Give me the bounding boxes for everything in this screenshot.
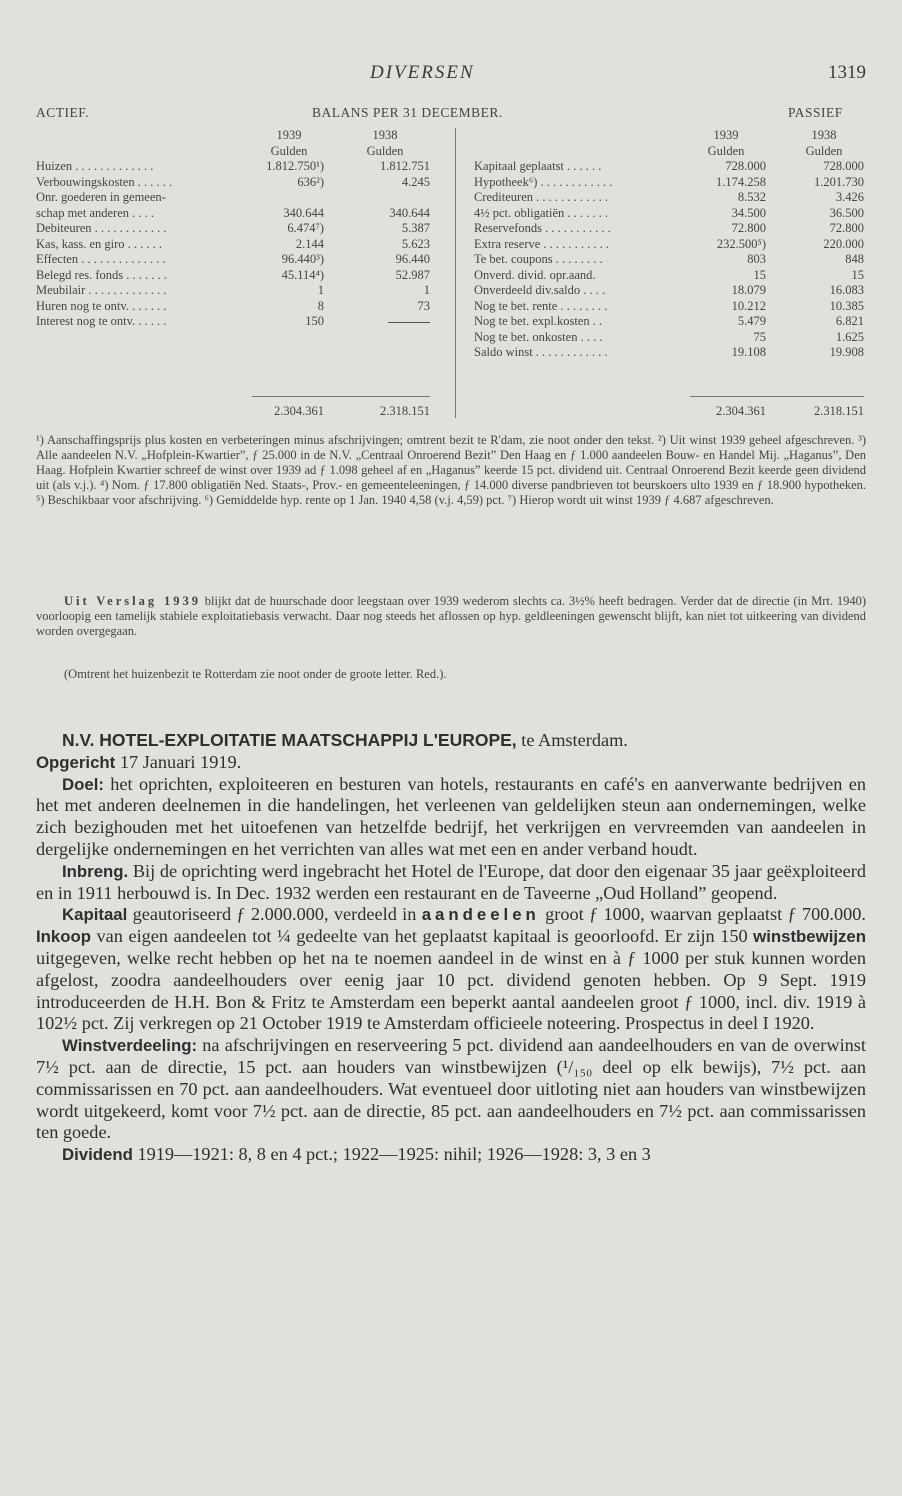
actief-value-1938: 73: [417, 298, 430, 313]
doel-text: het oprichten, exploiteeren en besturen van hotels, restaurants en café's en aanverwante bedrijven en het met anderen deelnemen in die handelingen, het verleenen van geldelijken steun aan ondernemingen, welke zich bezighouden met het uitoefenen van hetzelfde bedrijf, het verkrijgen en vervreemden van aandeelen in dergelijke ondernemingen en het verrichten van alles wat met een en ander verband houdt.: [36, 773, 866, 859]
aandeelen-word: aandeelen: [421, 905, 540, 925]
verslag-lead: Uit Verslag 1939: [64, 594, 201, 608]
actief-value-1938: 1.812.751: [380, 159, 430, 173]
actief-row: [36, 175, 436, 191]
company-entry: [36, 730, 866, 1166]
actief-total-row: [36, 404, 436, 420]
passief-value-1939: 5.479: [737, 314, 766, 328]
passief-value-1938: 220.000: [823, 236, 864, 251]
passief-value-1939: 75: [753, 329, 766, 344]
passief-value-1938: 19.908: [829, 345, 864, 359]
passief-value-1939: 34.500: [731, 205, 766, 220]
company-name: N.V. HOTEL-EXPLOITATIE MAATSCHAPPIJ L'EUROPE,: [62, 730, 517, 750]
passief-row: [474, 221, 864, 237]
dividend-label: Dividend: [62, 1145, 133, 1165]
editor-note: (Omtrent het huizenbezit te Rotterdam zie noot onder de groote letter. Red.).: [64, 667, 447, 681]
actief-year-header: [36, 128, 436, 144]
winstverdeeling-text: na afschrijvingen en reserveering 5 pct. dividend aan aandeelhouders en van de overwinst 7½ pct. aan de directie, 15 pct. aan houders van winstbewijzen (¹/₁₅₀ deel op elk bewijs), 7½ pct. aan commissarissen en 70 pct. aan aandeelhouders. Wat eventueel door uitloting niet aan houders van winstbewijzen wordt uitgekeerd, komt voor 7½ pct. aan de directie, 85 pct. aan aandeelhouders en 7½ pct. aan commissarissen ten goede.: [36, 1035, 866, 1143]
actief-label: Belegd res. fonds . . . . . . .: [36, 267, 167, 282]
actief-row: [36, 221, 436, 237]
passief-value-1939: 1.174.258: [716, 174, 766, 189]
passief-row: [474, 283, 864, 299]
passief-year-1939: 1939: [713, 128, 739, 142]
actief-unit-1939: Gulden: [270, 143, 308, 158]
actief-total-rule: [252, 396, 430, 397]
passief-label: Reservefonds . . . . . . . . . . .: [474, 221, 611, 235]
actief-value-1938: 5.623: [401, 236, 430, 251]
actief-row: [36, 252, 436, 268]
footnotes-text: ¹) Aanschaffingsprijs plus kosten en verbeteringen minus afschrijvingen; omtrent bezit te R'dam, zie noot onder den tekst. ²) Uit winst 1939 geheel afgeschreven. ³) Alle aandeelen N.V. „Hofplein-Kwartier”, ƒ 25.000 in de N.V. „Centraal Onroerend Bezit” Den Haag en ƒ 1.000 aandeelen Bouw- en Handel Mij. „Haganus”, Den Haag. Hofplein Kwartier schreef de winst over 1939 ad ƒ 1.098 geheel af en „Haganus” keerde 15 pct. dividend uit. Centraal Onroerend Bezit keerde geen dividend uit (als v.j.). ⁴) Nom. ƒ 17.800 obligatiën Ned. Staats-, Prov.- en gemeenteleeningen, ƒ 14.000 diverse pandbrieven tot beurskoers ulto 1939 en ƒ 18.900 hypotheken. ⁵) Beschikbaar voor afschrijving. ⁶) Gemiddelde hyp. rente op 1 Jan. 1940 4,58 (v.j. 4,59) pct. ⁷) Hierop wordt uit winst 1939 ƒ 4.687 afgeschreven.: [36, 433, 866, 507]
passief-label: Te bet. coupons . . . . . . . .: [474, 252, 603, 266]
passief-label: 4½ pct. obligatiën . . . . . . .: [474, 205, 609, 220]
actief-unit-header: [36, 144, 436, 160]
page-number: 1319: [828, 62, 866, 83]
passief-label: Saldo winst . . . . . . . . . . . .: [474, 345, 608, 359]
passief-value-1939: 15: [753, 267, 766, 282]
inbreng-label: Inbreng.: [62, 861, 129, 881]
passief-total-1939: 2.304.361: [716, 404, 766, 418]
actief-value-1939: 2.144: [295, 236, 324, 251]
passief-value-1938: 1.201.730: [814, 174, 864, 189]
actief-label: Effecten . . . . . . . . . . . . . .: [36, 252, 166, 266]
passief-value-1938: 3.426: [835, 190, 864, 204]
passief-row: [474, 237, 864, 253]
passief-unit-1938: Gulden: [805, 143, 843, 158]
winstbewijzen-word: winstbewijzen: [753, 927, 866, 947]
actief-value-1939: 8: [317, 298, 324, 313]
actief-unit-1938: Gulden: [366, 143, 404, 158]
kapitaal-label: Kapitaal: [62, 905, 128, 925]
kapitaal-text-2: groot ƒ 1000, waarvan geplaatst ƒ 700.000.: [539, 904, 866, 925]
actief-label: Interest nog te ontv. . . . . .: [36, 314, 167, 328]
passief-row: [474, 299, 864, 315]
passief-value-1939: 728.000: [725, 159, 766, 173]
passief-year-1938: 1938: [811, 128, 837, 142]
passief-value-1938: 15: [851, 267, 864, 282]
actief-value-1938: 4.245: [401, 174, 430, 189]
passief-label: Onverd. divid. opr.aand.: [474, 267, 596, 282]
passief-label: Kapitaal geplaatst . . . . . .: [474, 159, 602, 173]
kapitaal-text-3: van eigen aandeelen tot ¼ gedeelte van het geplaatst kapitaal is geoorloofd. Er zijn 150: [91, 926, 754, 947]
balance-divider: [455, 128, 456, 418]
passief-table: [474, 128, 864, 361]
actief-label: Meubilair . . . . . . . . . . . . .: [36, 283, 167, 297]
passief-caption: PASSIEF: [788, 105, 843, 120]
actief-row: [36, 299, 436, 315]
passief-unit-header: [474, 144, 864, 160]
actief-value-1939: 150: [305, 314, 324, 328]
passief-value-1939: 10.212: [731, 298, 766, 313]
actief-label: Debiteuren . . . . . . . . . . . .: [36, 221, 167, 235]
actief-value-1939: 45.114⁴): [281, 267, 324, 282]
passief-value-1939: 18.079: [731, 283, 766, 297]
actief-value-1939: 1.812.750¹): [266, 159, 324, 173]
actief-row: [36, 206, 436, 222]
dividend-text: 1919—1921: 8, 8 en 4 pct.; 1922—1925: nihil; 1926—1928: 3, 3 en 3: [132, 1144, 651, 1165]
actief-label: Verbouwingskosten . . . . . .: [36, 174, 173, 189]
passief-row: [474, 268, 864, 284]
passief-year-header: [474, 128, 864, 144]
opgericht-label: Opgericht: [36, 752, 116, 772]
passief-unit-1939: Gulden: [707, 143, 745, 158]
passief-value-1938: 10.385: [829, 298, 864, 313]
empty-value-dash: [388, 322, 430, 323]
passief-value-1938: 72.800: [829, 221, 864, 235]
actief-label: Onr. goederen in gemeen-: [36, 190, 166, 204]
actief-value-1939: 340.644: [283, 205, 324, 220]
kapitaal-text-4: uitgegeven, welke recht hebben op het na te noemen aandeel in de winst en à ƒ 1000 per stuk kunnen worden afgelost, zoodra aandeelhouders over eenig jaar 10 pct. dividend genoten hebben. Op 9 Sept. 1919 introduceerden de H.H. Bon & Fritz te Amsterdam een beperkt aantal aandeelen groot ƒ 1000, incl. div. 1919 à 102½ pct. Zij verkregen op 21 October 1919 te Amsterdam officieele noteering. Prospectus in deel I 1920.: [36, 947, 866, 1034]
inkoop-label: Inkoop: [36, 927, 91, 947]
passief-total-rule: [690, 396, 864, 397]
passief-value-1938: 1.625: [835, 329, 864, 344]
actief-value-1938: 5.387: [401, 221, 430, 235]
passief-total-row: [474, 404, 864, 420]
passief-row: [474, 252, 864, 268]
actief-value-1938: 96.440: [395, 252, 430, 266]
verslag-text: blijkt dat de huurschade door leegstaan over 1939 wederom slechts ca. 3½% heeft bedragen. Verder dat de directie (in Mrt. 1940) voorloopig een tamelijk stabiele exploitatiebasis verwacht. Daar nog steeds het aflossen op hyp. geldleeningen gewenscht blijft, kan niet tot uitkeering van dividend worden overgegaan.: [36, 594, 867, 638]
actief-total-1939: 2.304.361: [274, 404, 324, 418]
balance-caption: BALANS PER 31 DECEMBER.: [312, 105, 503, 120]
passief-value-1938: 16.083: [829, 283, 864, 297]
passief-row: [474, 190, 864, 206]
balance-footnotes: [36, 433, 866, 508]
actief-row: [36, 314, 436, 330]
passief-label: Extra reserve . . . . . . . . . . .: [474, 236, 610, 251]
passief-value-1939: 8.532: [737, 190, 766, 204]
actief-caption: ACTIEF.: [36, 105, 90, 120]
passief-value-1939: 232.500⁵): [716, 236, 766, 251]
passief-row: [474, 175, 864, 191]
actief-value-1939: 636²): [297, 174, 324, 189]
actief-row: [36, 190, 436, 206]
actief-label: Huren nog te ontv. . . . . . .: [36, 298, 167, 313]
actief-year-1939: 1939: [276, 128, 302, 142]
actief-value-1939: 96.440³): [281, 252, 324, 266]
running-header-title: DIVERSEN: [370, 62, 475, 83]
passief-value-1938: 6.821: [835, 314, 864, 328]
actief-total-1938: 2.318.151: [380, 404, 430, 418]
actief-value-1939: 1: [317, 283, 324, 297]
actief-value-1938: [388, 314, 430, 330]
actief-value-1938: 340.644: [389, 205, 430, 220]
passief-label: Nog te bet. rente . . . . . . . .: [474, 298, 608, 313]
actief-value-1939: 6.474⁷): [287, 221, 324, 235]
passief-row: [474, 159, 864, 175]
actief-row: [36, 159, 436, 175]
passief-value-1939: 72.800: [731, 221, 766, 235]
passief-row: [474, 345, 864, 361]
inbreng-text: Bij de oprichting werd ingebracht het Hotel de l'Europe, dat door den eigenaar 35 jaar geëxploiteerd en in 1911 herbouwd is. In Dec. 1932 werden een restaurant en de Taveerne „Oud Holland” geopend.: [36, 860, 866, 903]
actief-label: Huizen . . . . . . . . . . . . .: [36, 159, 154, 173]
actief-value-1938: 52.987: [395, 267, 430, 282]
passief-row: [474, 206, 864, 222]
passief-label: Nog te bet. expl.kosten . .: [474, 314, 603, 328]
passief-label: Nog te bet. onkosten . . . .: [474, 329, 603, 344]
passief-row: [474, 314, 864, 330]
passief-label: Onverdeeld div.saldo . . . .: [474, 283, 606, 297]
passief-value-1938: 728.000: [823, 159, 864, 173]
actief-label: Kas, kass. en giro . . . . . .: [36, 236, 163, 251]
passief-value-1938: 36.500: [829, 205, 864, 220]
passief-value-1938: 848: [845, 252, 864, 266]
winstverdeeling-label: Winstverdeeling:: [62, 1036, 198, 1056]
actief-row: [36, 268, 436, 284]
doel-label: Doel:: [62, 774, 104, 794]
passief-row: [474, 330, 864, 346]
passief-total-1938: 2.318.151: [814, 404, 864, 418]
actief-value-1938: 1: [423, 283, 430, 297]
actief-label: schap met anderen . . . .: [36, 205, 155, 220]
actief-year-1938: 1938: [372, 128, 398, 142]
passief-value-1939: 19.108: [731, 345, 766, 359]
verslag-paragraph: [36, 594, 866, 639]
company-location: te Amsterdam.: [516, 730, 628, 750]
actief-row: [36, 283, 436, 299]
kapitaal-text-1: geautoriseerd ƒ 2.000.000, verdeeld in: [127, 904, 422, 925]
passief-label: Hypotheek⁶) . . . . . . . . . . . .: [474, 174, 613, 189]
passief-label: Crediteuren . . . . . . . . . . . .: [474, 190, 609, 204]
actief-table: [36, 128, 436, 330]
passief-value-1939: 803: [747, 252, 766, 266]
opgericht-text: 17 Januari 1919.: [115, 751, 242, 772]
actief-row: [36, 237, 436, 253]
